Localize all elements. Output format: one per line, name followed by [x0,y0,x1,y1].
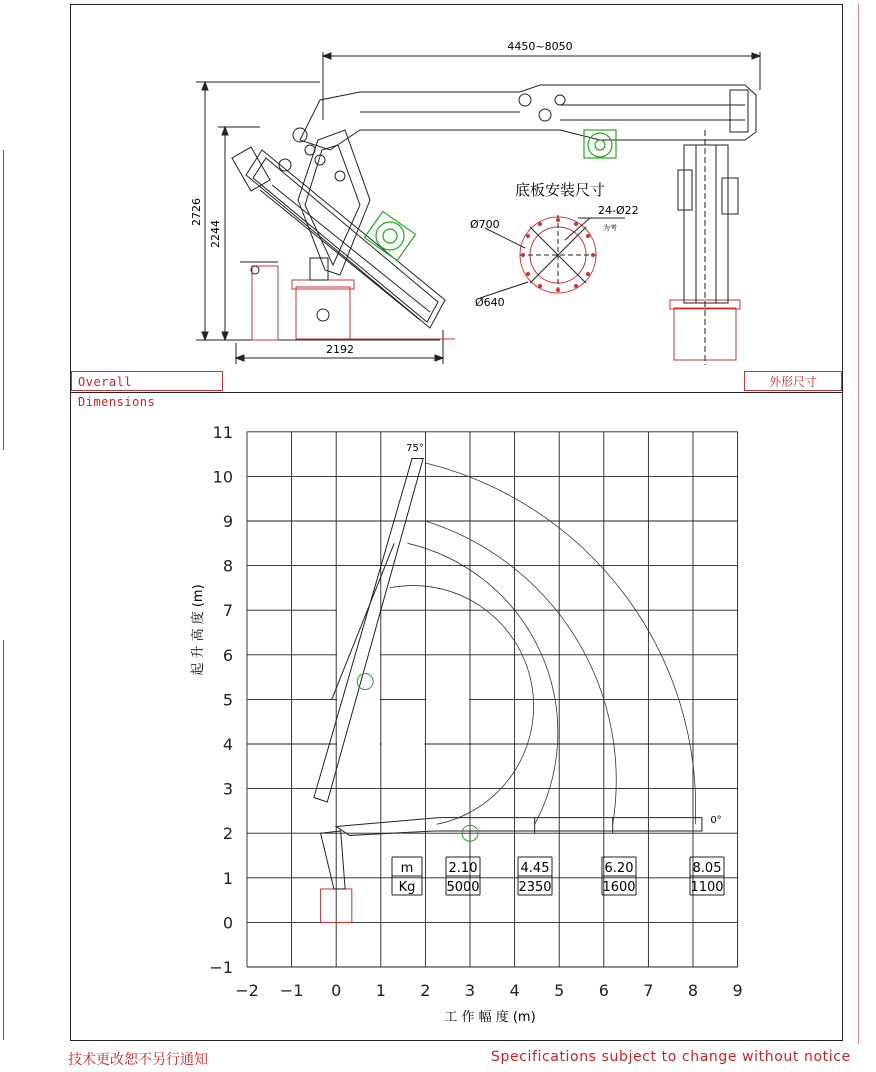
working-radius-arc [425,521,616,824]
x-tick-label: 2 [420,981,431,1000]
grid-blank-area [382,700,425,787]
working-radius-arc [425,463,695,824]
load-table-reach: 8.05 [692,861,722,876]
x-tick-label: 9 [732,981,743,1000]
x-tick-label: 1 [375,981,386,1000]
x-tick-label: −2 [235,981,259,1000]
footer-notice-cn: 技术更改恕不另行通知 [68,1052,208,1068]
height-dimension-total: 2726 [190,198,203,226]
crane-column [321,831,346,889]
grid-blank-area [426,699,469,744]
y-tick-label: 4 [222,735,233,754]
angle-max-label: 75° [406,443,424,454]
inner-diameter-label: Ø640 [475,296,505,309]
base-plate-title: 底板安装尺寸 [514,181,606,199]
load-table-unit-kg: Kg [398,880,416,895]
overall-dimensions-label-cn: 外形尺寸 [744,371,842,391]
chart-grid [247,432,738,967]
y-tick-label: 5 [222,690,233,710]
y-tick-label: 6 [222,645,233,665]
load-table-load: 5000 [446,880,480,895]
x-tick-label: 4 [509,981,520,1000]
working-radius-arc [408,543,558,824]
footer-notice-en: Specifications subject to change without notice [491,1049,851,1065]
y-tick-label: 0 [222,913,233,933]
load-table [392,857,724,895]
y-tick-label: 3 [222,779,233,799]
height-dimension-column: 2244 [209,220,222,248]
load-table-load: 1600 [602,880,636,895]
y-tick-label: 7 [222,601,233,621]
reach-dimension: 4450~8050 [507,40,573,53]
y-tick-label: 1 [222,868,233,888]
bolt-holes-label: 24-Ø22 [598,204,639,217]
x-axis-label: 工 作 幅 度 (m) [444,1010,536,1025]
load-table-reach: 6.20 [604,861,634,876]
overall-dimensions-label: Overall Dimensions [71,371,223,391]
y-tick-label: 8 [222,556,233,576]
y-tick-label: −1 [209,958,233,977]
x-tick-label: 3 [464,981,476,1000]
load-table-load: 1100 [690,880,724,895]
load-table-reach: 4.45 [520,861,550,876]
x-tick-label: 0 [331,981,342,1000]
load-table-unit-m: m [400,861,414,876]
y-tick-label: 11 [212,422,233,442]
load-table-load: 2350 [518,880,552,895]
y-tick-label: 10 [212,467,233,487]
outer-diameter-label: Ø700 [470,218,500,231]
y-tick-label: 9 [222,512,233,531]
load-table-reach: 2.10 [448,861,478,876]
x-tick-label: 5 [554,981,565,1000]
width-dimension: 2192 [326,343,354,356]
y-tick-label: 2 [222,824,233,844]
x-tick-label: −1 [279,981,304,1000]
x-tick-label: 8 [687,981,699,1000]
x-tick-label: 6 [598,981,609,1000]
angle-min-label: 0° [710,815,722,826]
chart-tick-labels [209,423,742,1000]
x-tick-label: 7 [643,981,654,1000]
y-axis-label: 起 升 高 度 (m) [191,584,206,676]
reference-note: 为考 [603,224,617,232]
